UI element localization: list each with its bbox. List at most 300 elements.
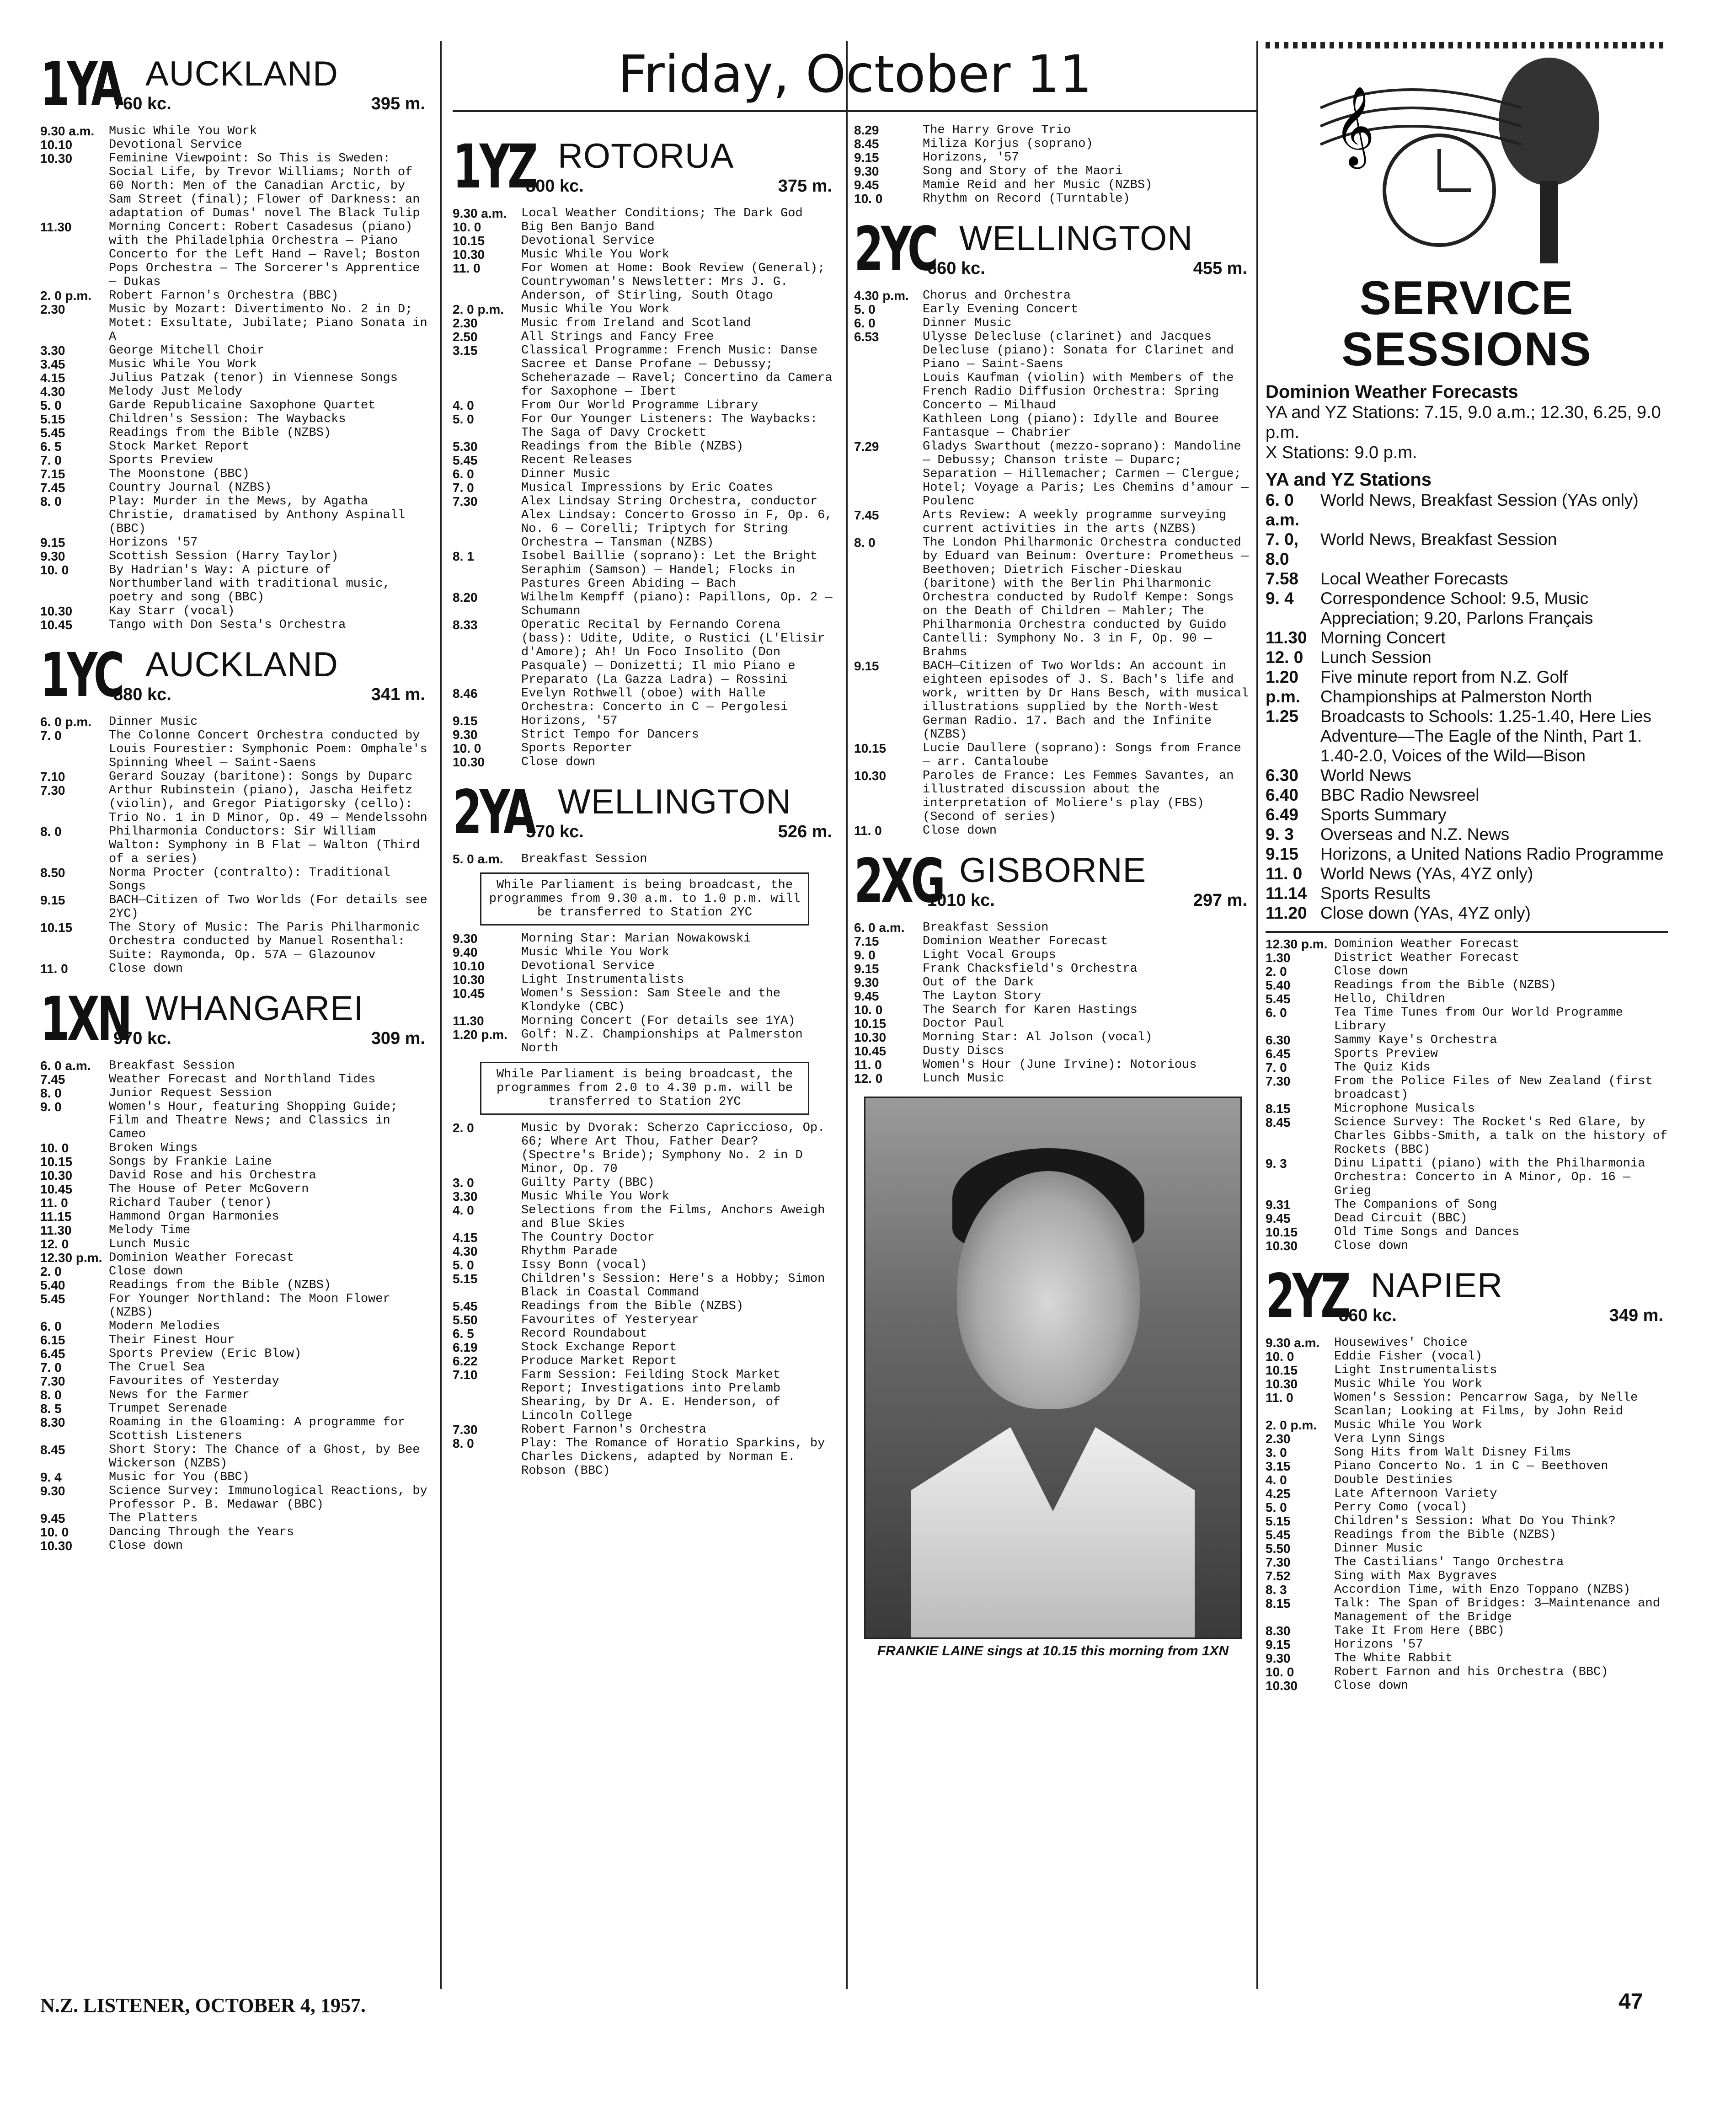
- programme-time: 10.30: [40, 1539, 73, 1553]
- programme-entry: [40, 605, 430, 618]
- programme-title: Isobel Baillie (soprano): Let the Bright Seraphim (Samson) — Handel; Flocks in Pastures Green Abiding — Bach: [521, 550, 818, 591]
- programme-title: Science Survey: The Rocket's Red Glare, by Charles Gibbs-Smith, a talk on the history of Rockets (BBC): [1334, 1116, 1668, 1157]
- programme-entry: [40, 399, 430, 412]
- programme-title: Song Hits from Walt Disney Films: [1334, 1446, 1571, 1460]
- programme-time: 10.10: [453, 959, 485, 973]
- programme-entry: [453, 330, 837, 344]
- programme-entry: [453, 1368, 837, 1423]
- programme-entry: [1266, 1542, 1668, 1556]
- programme-time: 9. 4: [1266, 589, 1294, 608]
- programme-entry: [453, 481, 837, 495]
- programme-entry: [1266, 1556, 1668, 1569]
- programme-title: Late Afternoon Variety: [1334, 1487, 1497, 1501]
- programme-title: Readings from the Bible (NZBS): [521, 1300, 744, 1313]
- programme-title: Produce Market Report: [521, 1354, 677, 1368]
- programme-title: Roaming in the Gloaming: A programme for Scottish Listeners: [109, 1416, 406, 1443]
- programme-time: 8.50: [40, 866, 65, 880]
- programme-time: 9.15: [453, 714, 478, 728]
- programme-time: 7.15: [40, 467, 65, 481]
- programme-entry: [40, 358, 430, 371]
- programme-time: 10. 0: [854, 1003, 883, 1017]
- programme-title: Hello, Children: [1334, 992, 1446, 1006]
- programme-title: Sports Preview (Eric Blow): [109, 1347, 302, 1361]
- programme-entry: [1266, 765, 1668, 785]
- programme-time: 3. 0: [453, 1176, 474, 1190]
- programme-entry: [40, 1292, 430, 1320]
- programme-entry: [453, 234, 837, 248]
- programme-entry: [1266, 530, 1668, 569]
- programme-entry: [1266, 1652, 1668, 1665]
- programme-entry: [854, 165, 1252, 178]
- programme-title: Five minute report from N.Z. Golf Championships at Palmerston North: [1320, 668, 1592, 706]
- programme-title: Morning Concert: [1320, 628, 1446, 647]
- programme-entry: [854, 412, 1252, 440]
- programme-time: 3.15: [1266, 1459, 1291, 1473]
- programme-entry: [1266, 1102, 1668, 1116]
- programme-title: Broken Wings: [109, 1141, 198, 1155]
- programme-time: 5. 0: [40, 398, 62, 412]
- programme-title: Sports Reporter: [521, 742, 633, 755]
- programme-title: The Moonstone (BBC): [109, 467, 250, 481]
- programme-entry: [453, 1204, 837, 1231]
- programme-entry: [1266, 844, 1668, 864]
- programme-title: Alex Lindsay String Orchestra, conductor Alex Lindsay: Concerto Grosso in F, Op. 6, No. 6 — Corelli; Triptych for String Orchestra — Tansman (NZBS): [521, 495, 833, 550]
- programme-entry: [40, 866, 430, 893]
- programme-time: 12. 0: [40, 1237, 69, 1251]
- programme-title: Rhythm on Record (Turntable): [923, 192, 1130, 206]
- programme-title: From Our World Programme Library: [521, 399, 758, 412]
- programme-title: Dinner Music: [1334, 1542, 1423, 1556]
- programme-time: 11. 0: [40, 962, 68, 976]
- programme-title: Mamie Reid and her Music (NZBS): [923, 178, 1153, 192]
- programme-title: Kay Starr (vocal): [109, 605, 235, 618]
- programme-entry: [854, 371, 1252, 412]
- programme-title: Light Vocal Groups: [923, 948, 1056, 962]
- programme-time: 7. 0: [40, 728, 62, 743]
- programme-title: The Story of Music: The Paris Philharmonic Orchestra conducted by Manuel Rosenthal: Suite: Raymonda, Op. 57A — Glazounov: [109, 921, 420, 962]
- programme-time: 9.15: [40, 535, 65, 550]
- programme-entry: [854, 303, 1252, 316]
- programme-time: 10.15: [40, 920, 73, 935]
- station-callsign: 2YA: [453, 777, 534, 848]
- parliament-notice: While Parliament is being broadcast, the programmes from 2.0 to 4.30 p.m. will be transferred to Station 2YC: [480, 1062, 809, 1115]
- programme-title: Early Evening Concert: [923, 303, 1079, 316]
- programme-title: Talk: The Span of Bridges: 3—Maintenance and Management of the Bridge: [1334, 1597, 1660, 1624]
- programme-entry: [1266, 1350, 1668, 1364]
- programme-time: 1.25: [1266, 707, 1299, 726]
- station-callsign: 2XG: [854, 846, 943, 916]
- programme-title: Record Roundabout: [521, 1327, 647, 1341]
- programme-time: 10.15: [854, 741, 887, 755]
- column-divider: [440, 41, 442, 1989]
- programme-time: 12.30 p.m.: [40, 1251, 102, 1265]
- programme-time: 6. 5: [453, 1327, 474, 1341]
- programme-time: 6.49: [1266, 805, 1299, 824]
- programme-entry: [40, 784, 430, 825]
- programme-title: Music for You (BBC): [109, 1471, 250, 1484]
- station-wavelength: 526 m.: [778, 822, 832, 841]
- programme-time: 4.30: [40, 385, 65, 399]
- programme-time: 7. 0: [1266, 1060, 1287, 1075]
- station-wavelength: 395 m.: [371, 94, 425, 113]
- programme-entry: [1266, 1528, 1668, 1542]
- column-divider: [846, 41, 848, 1989]
- programme-entry: [40, 426, 430, 440]
- station-name: GISBORNE: [959, 851, 1147, 890]
- programme-title: News for the Farmer: [109, 1388, 250, 1402]
- programme-title: World News, Breakfast Session (YAs only): [1320, 491, 1639, 509]
- column-2: [453, 123, 837, 1998]
- programme-entry: [453, 1423, 837, 1437]
- programme-entry: [453, 1437, 837, 1478]
- programme-entry: [40, 550, 430, 563]
- programme-time: 4.25: [1266, 1487, 1291, 1501]
- programme-entry: [40, 1333, 430, 1347]
- programme-entry: [40, 921, 430, 962]
- programme-title: Horizons '57: [1334, 1638, 1423, 1652]
- programme-title: Play: The Romance of Horatio Sparkins, by Charles Dickens, adapted by Norman E. Robson (BBC): [521, 1437, 825, 1478]
- programme-time: 11. 0: [854, 824, 882, 838]
- programme-time: 11.20: [1266, 904, 1307, 922]
- programme-time: 10.15: [40, 1155, 73, 1169]
- programme-time: 12. 0: [1266, 648, 1303, 667]
- programme-entry: [1266, 1061, 1668, 1075]
- programme-title: Morning Concert: Robert Casadesus (piano) with the Philadelphia Orchestra — Piano Concerto for the Left Hand — Ravel; Boston Pops Orchestra — The Sorcerer's Apprentice — Dukas: [109, 220, 420, 289]
- programme-title: Close down: [109, 962, 183, 976]
- programme-entry: [854, 659, 1252, 742]
- programme-title: Music While You Work: [1334, 1418, 1483, 1432]
- programme-time: 7.30: [40, 783, 65, 797]
- programme-entry: [1266, 1364, 1668, 1377]
- programme-entry: [40, 152, 430, 220]
- programme-entry: [453, 412, 837, 440]
- programme-time: 11.15: [40, 1209, 72, 1224]
- programme-entry: [40, 1100, 430, 1141]
- programme-entry: [40, 1169, 430, 1182]
- programme-entry: [40, 1141, 430, 1155]
- programme-time: 5.40: [40, 1278, 65, 1292]
- wavy-border: [1266, 42, 1668, 48]
- programme-time: 8.15: [1266, 1596, 1291, 1610]
- programme-entry: [453, 618, 837, 687]
- programme-time: 10.45: [453, 986, 485, 1000]
- programme-entry: [1266, 1473, 1668, 1487]
- programme-title: BACH—Citizen of Two Worlds (For details see 2YC): [109, 893, 427, 921]
- programme-title: Close down: [1334, 1239, 1409, 1253]
- programme-entry: [453, 987, 837, 1014]
- programme-time: 5. 0: [453, 412, 474, 426]
- photo-collar: [911, 1427, 1195, 1637]
- programme-entry: [40, 715, 430, 729]
- programme-entry: [854, 178, 1252, 192]
- programme-title: Big Ben Banjo Band: [521, 220, 655, 234]
- programme-entry: [854, 1017, 1252, 1031]
- programme-title: Out of the Dark: [923, 976, 1034, 990]
- programme-title: Operatic Recital by Fernando Corena (bass): Udite, Udite, o Rustici (L'Elisir d'Amore); Ah! Un Foco Insolito (Don Pasquale) — Donizetti; Il mio Piano e Preparato (La Gazza Ladra) — Rossini: [521, 618, 825, 687]
- programme-entry: [40, 440, 430, 454]
- programme-time: 11.14: [1266, 884, 1307, 903]
- frankie-laine-photo: [864, 1097, 1242, 1639]
- programme-entry: [854, 192, 1252, 206]
- programme-entry: [1266, 589, 1668, 628]
- programme-title: Morning Star: Al Jolson (vocal): [923, 1031, 1153, 1044]
- programme-time: 8. 0: [854, 535, 876, 550]
- station-frequency: 1010 kc.: [927, 891, 995, 910]
- programme-time: 8.45: [1266, 1115, 1291, 1129]
- programme-title: Broadcasts to Schools: 1.25-1.40, Here Lies Adventure—The Eagle of the Ninth, Part 1. 1.40-2.0, Voices of the Wild—Bison: [1320, 707, 1651, 765]
- programme-title: The Platters: [109, 1512, 198, 1525]
- programme-entry: [453, 1014, 837, 1028]
- programme-title: Music While You Work: [521, 303, 670, 316]
- programme-entry: [854, 824, 1252, 838]
- station-header: [1266, 1262, 1668, 1336]
- forecast-line: YA and YZ Stations: 7.15, 9.0 a.m.; 12.30, 6.25, 9.0 p.m.: [1266, 403, 1661, 442]
- programme-title: Close down: [109, 1539, 183, 1553]
- programme-time: 6. 0: [40, 1319, 62, 1333]
- programme-title: Children's Session: What Do You Think?: [1334, 1514, 1616, 1528]
- weather-forecasts-heading: Dominion Weather Forecasts: [1266, 382, 1518, 402]
- programme-entry: [453, 932, 837, 946]
- programme-title: Garde Republicaine Saxophone Quartet: [109, 399, 376, 412]
- programme-time: 1.20 p.m.: [1266, 668, 1301, 706]
- programme-time: 8.45: [854, 137, 879, 151]
- programme-title: The White Rabbit: [1334, 1652, 1453, 1665]
- programme-entry: [40, 1443, 430, 1471]
- programme-title: Women's Hour (June Irvine): Notorious: [923, 1058, 1197, 1072]
- programme-entry: [40, 1224, 430, 1237]
- column-1: [40, 41, 430, 1998]
- programme-entry: [453, 1258, 837, 1272]
- programme-title: Microphone Musicals: [1334, 1102, 1475, 1116]
- programme-title: Readings from the Bible (NZBS): [1334, 979, 1557, 992]
- programme-title: Music While You Work: [521, 946, 670, 959]
- programme-time: 3.30: [40, 343, 65, 358]
- programme-entry: [854, 151, 1252, 165]
- programme-title: The Quiz Kids: [1334, 1061, 1431, 1075]
- programme-time: 10.30: [40, 1168, 73, 1182]
- programme-title: Women's Session: Sam Steele and the Klondyke (CBC): [521, 987, 781, 1014]
- programme-time: 8. 0: [40, 1388, 62, 1402]
- programme-time: 8.33: [453, 618, 478, 632]
- programme-title: Children's Session: The Waybacks: [109, 412, 346, 426]
- programme-entry: [453, 687, 837, 714]
- programme-time: 11. 0: [453, 261, 481, 275]
- programme-title: Farm Session: Feilding Stock Market Report; Investigations into Prelamb Shearing, by Dr A. E. Henderson, of Lincoln College: [521, 1368, 781, 1423]
- parliament-notice: While Parliament is being broadcast, the programmes from 9.30 a.m. to 1.0 p.m. will be transferred to Station 2YC: [480, 872, 809, 926]
- programme-title: Breakfast Session: [923, 921, 1049, 935]
- column-3: [854, 123, 1252, 1998]
- programme-entry: [40, 344, 430, 358]
- programme-entry: [453, 714, 837, 728]
- programme-entry: [40, 1265, 430, 1279]
- station-wavelength: 297 m.: [1193, 891, 1247, 910]
- programme-entry: [453, 728, 837, 742]
- programme-entry: [1266, 883, 1668, 903]
- programme-title: Their Finest Hour: [109, 1333, 235, 1347]
- programme-time: 10. 0: [40, 1141, 69, 1155]
- programme-time: 9.15: [1266, 845, 1299, 863]
- programme-time: 7.52: [1266, 1569, 1291, 1583]
- programme-time: 10.10: [40, 138, 73, 152]
- programme-entry: [40, 1155, 430, 1169]
- programme-title: Guilty Party (BBC): [521, 1176, 655, 1190]
- programme-time: 5. 0: [1266, 1500, 1287, 1514]
- station-name: WELLINGTON: [959, 219, 1193, 258]
- programme-title: For Younger Northland: The Moon Flower (NZBS): [109, 1292, 390, 1320]
- programme-time: 2.30: [1266, 1432, 1291, 1446]
- programme-entry: [453, 467, 837, 481]
- programme-title: Close down: [1334, 1679, 1409, 1693]
- programme-title: Stock Exchange Report: [521, 1341, 677, 1354]
- programme-entry: [40, 220, 430, 289]
- programme-time: 7.45: [40, 481, 65, 495]
- programme-entry: [453, 973, 837, 987]
- programme-entry: [453, 344, 837, 399]
- programme-entry: [1266, 979, 1668, 992]
- programme-title: Music While You Work: [521, 248, 670, 262]
- programme-time: 6. 0: [854, 316, 876, 330]
- programme-entry: [1266, 864, 1668, 883]
- programme-time: 7. 0: [453, 481, 474, 495]
- programme-title: Dinner Music: [521, 467, 610, 481]
- programme-entry: [453, 742, 837, 755]
- programme-entry: [453, 1176, 837, 1190]
- programme-title: All Strings and Fancy Free: [521, 330, 714, 344]
- programme-entry: [1266, 1460, 1668, 1473]
- forecast-line: X Stations: 9.0 p.m.: [1266, 443, 1417, 462]
- programme-title: Robert Farnon's Orchestra: [521, 1423, 707, 1437]
- programme-time: 9.30 a.m.: [40, 124, 95, 138]
- programme-time: 6. 0 p.m.: [40, 715, 92, 729]
- programme-title: Dinu Lipatti (piano) with the Philharmonia Orchestra: Concerto in A Minor, Op. 16 — Grieg: [1334, 1157, 1645, 1198]
- programme-title: Paroles de France: Les Femmes Savantes, an illustrated discussion about the interpretation of Moliere's play (FBS) (Second of series): [923, 769, 1234, 824]
- programme-time: 3.15: [453, 343, 478, 358]
- programme-entry: [453, 1341, 837, 1354]
- station-frequency: 860 kc.: [1339, 1306, 1397, 1325]
- programme-time: 4.15: [453, 1231, 478, 1245]
- programme-title: Philharmonia Conductors: Sir William Walton: Symphony in B Flat — Walton (Third of a series): [109, 825, 420, 866]
- programme-title: Horizons, '57: [521, 714, 618, 728]
- programme-time: 11.30: [40, 1223, 72, 1237]
- page-date-heading: Friday, October 11: [618, 45, 1092, 104]
- programme-title: Issy Bonn (vocal): [521, 1258, 647, 1272]
- programme-time: 2. 0: [453, 1121, 474, 1135]
- programme-entry: [40, 1416, 430, 1443]
- programme-entry: [1266, 903, 1668, 923]
- programme-entry: [854, 1072, 1252, 1086]
- programme-title: Favourites of Yesterday: [109, 1375, 279, 1388]
- programme-time: 2. 0 p.m.: [453, 302, 504, 316]
- programme-entry: [40, 303, 430, 344]
- programme-title: Correspondence School: 9.5, Music Appreciation; 9.20, Parlons Français: [1320, 589, 1593, 627]
- programme-entry: [453, 207, 837, 220]
- programme-title: Sammy Kaye's Orchestra: [1334, 1033, 1497, 1047]
- programme-time: 11.30: [40, 220, 72, 234]
- programme-time: 6.45: [1266, 1047, 1291, 1061]
- programme-entry: [1266, 706, 1668, 765]
- programme-title: Norma Procter (contralto): Traditional Songs: [109, 866, 390, 893]
- programme-time: 4.15: [40, 371, 65, 385]
- programme-time: 5.30: [453, 439, 478, 454]
- programme-entry: [1266, 1157, 1668, 1198]
- programme-time: 2. 0: [40, 1264, 62, 1279]
- programme-entry: [453, 248, 837, 262]
- programme-entry: [40, 893, 430, 921]
- programme-time: 2.50: [453, 330, 478, 344]
- programme-entry: [854, 440, 1252, 508]
- programme-title: Selections from the Films, Anchors Aweigh and Blue Skies: [521, 1204, 825, 1231]
- station-callsign: 2YZ: [1266, 1261, 1349, 1332]
- programme-title: Piano Concerto No. 1 in C — Beethoven: [1334, 1460, 1608, 1473]
- programme-title: Readings from the Bible (NZBS): [109, 426, 331, 440]
- programme-time: 10. 0: [40, 1525, 69, 1539]
- programme-title: The Country Doctor: [521, 1231, 655, 1245]
- programme-time: 8. 0: [40, 824, 62, 839]
- programme-title: Musical Impressions by Eric Coates: [521, 481, 773, 495]
- programme-title: Lunch Session: [1320, 648, 1432, 667]
- programme-time: 2. 0 p.m.: [1266, 1418, 1317, 1432]
- programme-entry: [854, 935, 1252, 948]
- programme-entry: [40, 729, 430, 770]
- programme-entry: [40, 1388, 430, 1402]
- programme-time: 8.46: [453, 686, 478, 701]
- station-name: AUCKLAND: [145, 54, 338, 93]
- programme-entry: [1266, 1583, 1668, 1597]
- programme-time: 9. 0: [854, 948, 876, 962]
- programme-time: 6.30: [1266, 766, 1299, 785]
- programme-entry: [1266, 1569, 1668, 1583]
- programme-entry: [40, 1196, 430, 1210]
- programme-title: Double Destinies: [1334, 1473, 1453, 1487]
- programme-time: 7.58: [1266, 569, 1299, 588]
- station-header: [854, 847, 1252, 921]
- programme-title: Scottish Session (Harry Taylor): [109, 550, 339, 563]
- programme-time: 10.45: [40, 1182, 73, 1196]
- programme-time: 10.15: [854, 1017, 887, 1031]
- programme-time: 3.45: [40, 357, 65, 371]
- programme-time: 6. 0 a.m.: [854, 920, 905, 935]
- programme-entry: [40, 495, 430, 536]
- programme-title: Strict Tempo for Dancers: [521, 728, 699, 742]
- programme-time: 12.30 p.m.: [1266, 937, 1328, 951]
- programme-time: 4. 0: [453, 398, 474, 412]
- programme-time: 5.50: [453, 1313, 478, 1327]
- programme-title: Gladys Swarthout (mezzo-soprano): Mandoline — Debussy; Chanson triste — Duparc; Separation — Hillemacher; Carmen — Clergue; Hotel; Voyage a Paris; Les Chemins d'amour — Poulenc: [923, 440, 1249, 508]
- programme-entry: [40, 1059, 430, 1073]
- programme-time: 7. 0, 8.0: [1266, 530, 1298, 568]
- programme-time: 8. 0: [40, 494, 62, 508]
- programme-time: 6. 0: [453, 467, 474, 481]
- programme-title: Overseas and N.Z. News: [1320, 825, 1510, 844]
- programme-entry: [1266, 1597, 1668, 1624]
- programme-title: Arthur Rubinstein (piano), Jascha Heifetz (violin), and Gregor Piatigorsky (cello): Trio No. 1 in D Minor, Op. 49 — Mendelssohn: [109, 784, 427, 825]
- programme-time: 9.15: [40, 893, 65, 907]
- programme-entry: [453, 1327, 837, 1341]
- programme-time: 7.29: [854, 439, 879, 454]
- programme-entry: [453, 454, 837, 467]
- svg-text:𝄞: 𝄞: [1334, 86, 1375, 166]
- programme-time: 5.15: [453, 1272, 478, 1286]
- programme-title: The Layton Story: [923, 990, 1042, 1003]
- programme-title: Feminine Viewpoint: So This is Sweden: Social Life, by Trevor Williams; North of 60 North: Men of the Canadian Arctic, by Sam Street (final); Flower of Darkness: an adaptation of Dumas' novel The Black Tulip: [109, 152, 420, 220]
- programme-entry: [1266, 1446, 1668, 1460]
- programme-time: 9. 4: [40, 1470, 62, 1484]
- programme-time: 7.10: [453, 1368, 478, 1382]
- programme-time: 10.30: [854, 1030, 887, 1044]
- programme-title: Take It From Here (BBC): [1334, 1624, 1505, 1638]
- programme-title: Ulysse Delecluse (clarinet) and Jacques Delecluse (piano): Sonata for Clarinet and Piano — Saint-Saens: [923, 330, 1234, 371]
- station-wavelength: 375 m.: [778, 177, 832, 196]
